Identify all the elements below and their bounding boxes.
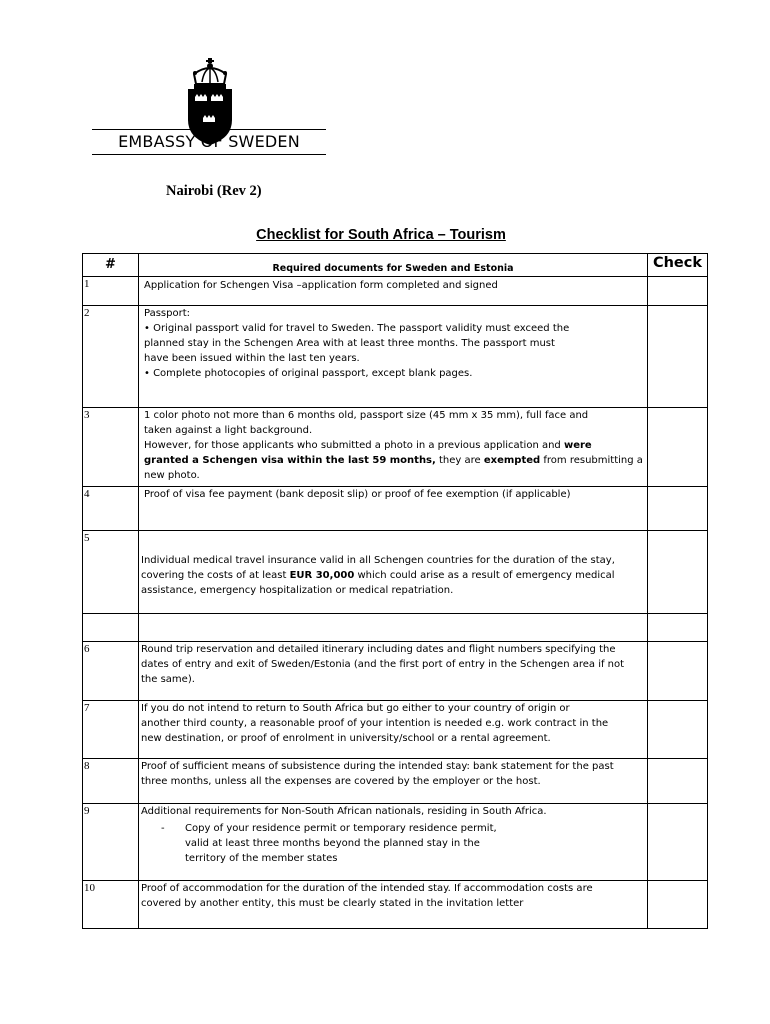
row-text (139, 408, 648, 487)
column-header-documents: Required documents for Sweden and Estonia (139, 254, 648, 277)
column-header-number: # (83, 254, 139, 277)
row-line: If you do not intend to return to South Africa but go either to your country of origin or (141, 703, 570, 714)
check-cell[interactable] (648, 642, 708, 701)
document-subtitle: Nairobi (Rev 2) (166, 183, 262, 199)
row-line: Proof of accommodation for the duration of the intended stay. If accommodation costs are (141, 883, 593, 894)
table-row (83, 759, 708, 804)
text-span: which could arise as a result of emergency medical (354, 570, 615, 581)
row-number: 2 (83, 306, 139, 408)
text-span: they are (435, 455, 484, 466)
check-cell[interactable] (648, 881, 708, 929)
row-text (139, 306, 648, 408)
table-row (83, 881, 708, 929)
list-item (161, 821, 645, 836)
check-cell[interactable] (648, 804, 708, 881)
check-cell[interactable] (648, 408, 708, 487)
text-span: However, for those applicants who submitted a photo in a previous application and (144, 440, 564, 451)
text-span: from resubmitting a (540, 455, 643, 466)
row-line: Passport: (144, 308, 190, 319)
text-span: covering the costs of at least (141, 570, 290, 581)
row-line: Round trip reservation and detailed itinerary including dates and flight numbers specifying the (141, 644, 616, 655)
row-number: 1 (83, 277, 139, 306)
row-line: three months, unless all the expenses are covered by the employer or the host. (141, 776, 541, 787)
dash-marker: - (161, 823, 165, 834)
empty-cell (139, 614, 648, 642)
row-text (139, 701, 648, 759)
row-line: dates of entry and exit of Sweden/Estonia (and the first port of entry in the Schengen area if not (141, 659, 625, 670)
row-number: 10 (83, 881, 139, 929)
column-header-check: Check (648, 254, 708, 277)
bold-text: exempted (483, 455, 541, 466)
table-row (83, 408, 708, 487)
row-line: 1 color photo not more than 6 months old, passport size (45 mm x 35 mm), full face and (144, 410, 589, 421)
checklist-table (82, 253, 708, 929)
crown-icon (188, 58, 232, 92)
check-cell[interactable] (648, 701, 708, 759)
row-number: 4 (83, 487, 139, 531)
row-line: Proof of visa fee payment (bank deposit slip) or proof of fee exemption (if applicable) (144, 489, 571, 500)
empty-cell (83, 614, 139, 642)
list-item: valid at least three months beyond the planned stay in the (185, 838, 480, 849)
check-cell[interactable] (648, 306, 708, 408)
table-row (83, 804, 708, 881)
row-line: Application for Schengen Visa –application form completed and signed (144, 280, 498, 291)
row-line: Proof of sufficient means of subsistence during the intended stay: bank statement for the past (141, 761, 614, 772)
row-line: assistance, emergency hospitalization or medical repatriation. (141, 585, 454, 596)
list-item: territory of the member states (185, 853, 338, 864)
check-cell[interactable] (648, 531, 708, 614)
row-number: 8 (83, 759, 139, 804)
row-text (139, 277, 648, 306)
row-line: have been issued within the last ten years. (144, 353, 360, 364)
check-cell[interactable] (648, 277, 708, 306)
check-cell[interactable] (648, 759, 708, 804)
embassy-name: EMBASSY OF SWEDEN (118, 132, 300, 151)
row-line: • Original passport valid for travel to Sweden. The passport validity must exceed the (144, 323, 570, 334)
row-text (139, 759, 648, 804)
sub-list (141, 821, 645, 866)
bold-text: granted a Schengen visa within the last 59 months, (144, 455, 436, 466)
row-line: new destination, or proof of enrolment in university/school or a rental agreement. (141, 733, 551, 744)
row-number: 3 (83, 408, 139, 487)
check-cell[interactable] (648, 487, 708, 531)
row-line: taken against a light background. (144, 425, 313, 436)
table-row (83, 487, 708, 531)
row-text (139, 487, 648, 531)
bold-text: EUR 30,000 (289, 570, 355, 581)
table-row-spacer (83, 614, 708, 642)
logo-line-bottom (92, 154, 326, 155)
row-line: the same). (141, 674, 195, 685)
table-row (83, 306, 708, 408)
table-row (83, 701, 708, 759)
row-number: 9 (83, 804, 139, 881)
text-span: Copy of your residence permit or temporary residence permit, (185, 823, 497, 834)
table-row (83, 642, 708, 701)
table-row (83, 531, 708, 614)
row-text (139, 804, 648, 881)
page-title: Checklist for South Africa – Tourism (256, 227, 506, 243)
row-line: new photo. (144, 470, 200, 481)
row-line (141, 568, 645, 583)
row-line: planned stay in the Schengen Area with at least three months. The passport must (144, 338, 555, 349)
check-cell[interactable] (648, 614, 708, 642)
row-line (144, 438, 645, 453)
row-text (139, 531, 648, 614)
embassy-logo (92, 58, 326, 158)
row-line: • Complete photocopies of original passport, except blank pages. (144, 368, 473, 379)
table-row (83, 277, 708, 306)
table-header-row (83, 254, 708, 277)
row-number: 7 (83, 701, 139, 759)
row-line: Additional requirements for Non-South African nationals, residing in South Africa. (141, 806, 547, 817)
row-number: 5 (83, 531, 139, 614)
logo-line-top (92, 129, 326, 130)
row-line: covered by another entity, this must be clearly stated in the invitation letter (141, 898, 524, 909)
row-text (139, 642, 648, 701)
row-number: 6 (83, 642, 139, 701)
bold-text: were (563, 440, 592, 451)
row-line: another third county, a reasonable proof of your intention is needed e.g. work contract in the (141, 718, 609, 729)
row-line: Individual medical travel insurance valid in all Schengen countries for the duration of the stay, (141, 555, 615, 566)
row-line (144, 453, 645, 468)
row-text (139, 881, 648, 929)
